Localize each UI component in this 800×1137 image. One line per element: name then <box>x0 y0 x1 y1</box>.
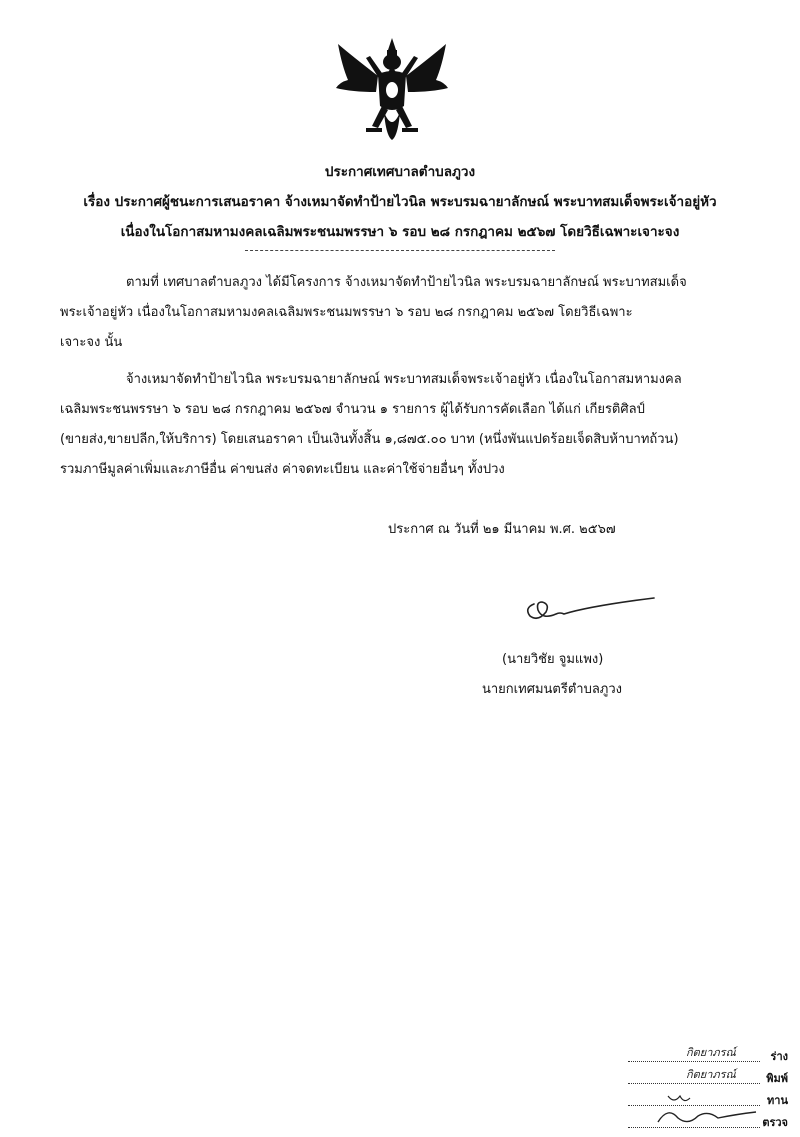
signatory-position: นายกเทศมนตรีตำบลภูวง <box>482 682 622 697</box>
approval-row <box>628 1045 788 1067</box>
signatory-name: (นายวิชัย จูมแพง) <box>502 652 604 667</box>
approval-initial: กิตยาภรณ์ <box>686 1046 736 1059</box>
approval-row <box>628 1067 788 1089</box>
paragraph-1-line: พระเจ้าอยู่หัว เนื่องในโอกาสมหามงคลเฉลิมพระชนมพรรษา ๖ รอบ ๒๘ กรกฎาคม ๒๕๖๗ โดยวิธีเฉพาะ <box>60 305 633 320</box>
dotted-line <box>628 1083 760 1084</box>
approval-role: ทาน <box>767 1094 788 1107</box>
approval-initial: กิตยาภรณ์ <box>686 1068 736 1081</box>
subject-line-1: เรื่อง ประกาศผู้ชนะการเสนอราคา จ้างเหมาจัดทำป้ายไวนิล พระบรมฉายาลักษณ์ พระบาทสมเด็จพระเจ้าอยู่หัว <box>83 194 717 210</box>
dotted-line <box>628 1061 760 1062</box>
subject-line-2: เนื่องในโอกาสมหามงคลเฉลิมพระชนมพรรษา ๖ รอบ ๒๘ กรกฎาคม ๒๕๖๗ โดยวิธีเฉพาะเจาะจง <box>120 224 680 240</box>
divider-line <box>245 250 555 251</box>
approval-role: พิมพ์ <box>766 1072 788 1085</box>
approval-signature-marks <box>628 1092 758 1132</box>
announcement-date: ประกาศ ณ วันที่ ๒๑ มีนาคม พ.ศ. ๒๕๖๗ <box>388 522 616 537</box>
paragraph-1-line: เจาะจง นั้น <box>60 335 123 350</box>
paragraph-1 <box>60 268 720 358</box>
paragraph-2-line: จ้างเหมาจัดทำป้ายไวนิล พระบรมฉายาลักษณ์ พระบาทสมเด็จพระเจ้าอยู่หัว เนื่องในโอกาสมหามงคล <box>126 372 682 387</box>
paragraph-2-line: (ขายส่ง,ขายปลีก,ให้บริการ) โดยเสนอราคา เป็นเงินทั้งสิ้น ๑,๘๗๕.๐๐ บาท (หนึ่งพันแปดร้อยเจ็ดสิบห้าบาทถ้วน) <box>60 432 679 447</box>
paragraph-2-line: เฉลิมพระชนพรรษา ๖ รอบ ๒๘ กรกฎาคม ๒๕๖๗ จำนวน ๑ รายการ ผู้ได้รับการคัดเลือก ได้แก่ เกียรติศิลป์ <box>60 402 645 417</box>
garuda-emblem-icon <box>332 36 452 146</box>
approval-role: ตรวจ <box>762 1116 788 1129</box>
paragraph-2-line: รวมภาษีมูลค่าเพิ่มและภาษีอื่น ค่าขนส่ง ค่าจดทะเบียน และค่าใช้จ่ายอื่นๆ ทั้งปวง <box>60 462 505 477</box>
organization-title: ประกาศเทศบาลตำบลภูวง <box>324 164 476 180</box>
paragraph-2 <box>60 365 720 485</box>
approval-role: ร่าง <box>770 1050 788 1063</box>
paragraph-1-line: ตามที่ เทศบาลตำบลภูวง ได้มีโครงการ จ้างเหมาจัดทำป้ายไวนิล พระบรมฉายาลักษณ์ พระบาทสมเด็จ <box>126 275 687 290</box>
handwritten-signature <box>520 590 660 630</box>
